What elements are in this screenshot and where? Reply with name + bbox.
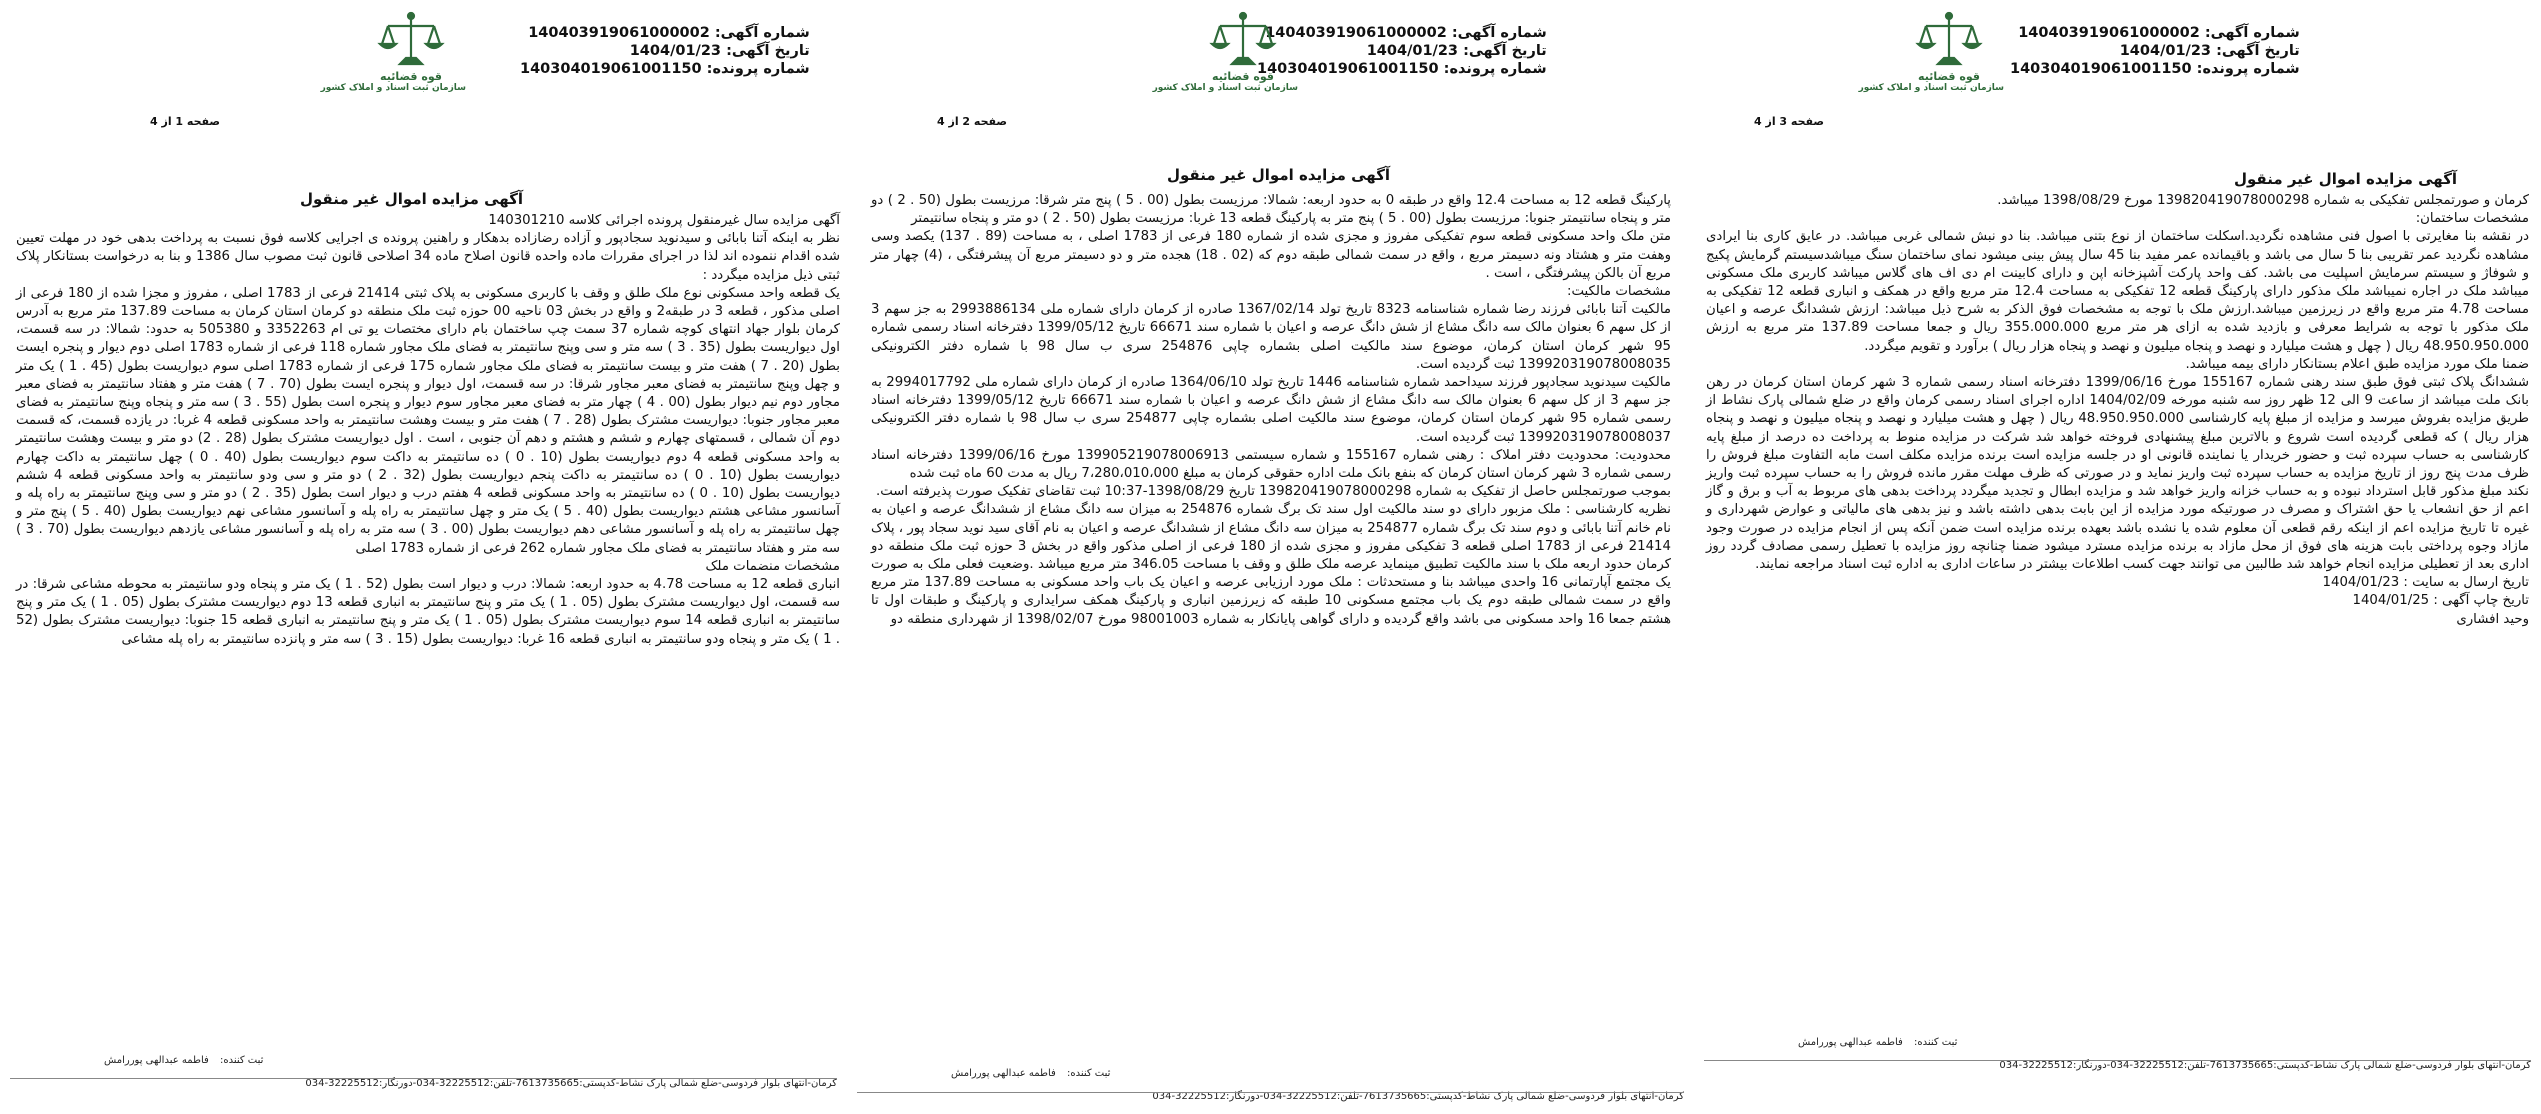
signer-label: ثبت کننده: (1066, 1068, 1111, 1079)
body-paragraph: بموجب صورتمجلس حاصل از تفکیک به شماره 139820419078000298 تاریخ 1398/08/29-10:37 ثبت تقاضای تفکیک صورت پذیرفته است. (875, 484, 1671, 500)
send-date: تاریخ ارسال به سایت : 1404/01/23 (2322, 575, 2529, 591)
file-number: شماره پرونده: 140304019061001150 (520, 61, 810, 77)
official-name: وحید افشاری (2456, 611, 2529, 627)
signer-label: ثبت کننده: (1913, 1037, 1958, 1048)
page-number: صفحه 2 از 4 (937, 115, 1008, 128)
signer-name: فاطمه عبدالهی پوررامش (951, 1068, 1056, 1079)
body-paragraph: در نقشه بنا مغایرتی با اصول فنی مشاهده نگردید.اسکلت ساختمان از نوع بتنی میباشد. بنا دو نبش شمالی غربی میباشد. در عایق کاری بنا ایرادی مشاهده نگردید عمر تقریبی بنا 5 سال می باشد و باقیمانده عمر مفید بنا 45 سال پیش بینی میشود نمای ساختمان سنگ میباشدسیستم گرمایش پکیج و شوفاژ و سیستم سرمایش اسپلیت می باشد. کف واحد پارکت آشپزخانه اپن و دارای کابینت ام دی اف های گلاس میباشد کاربری ملک مسکونی میباشد ملک در اجاره نمیباشد ملک مذکور دارای پارکینگ قطعه 12 تفکیکی به مساحت 12.4 متر مربع واقع در همکف و انباری قطعه 12 تفکیکی به مساحت 4.78 متر مربع واقع در زیرزمین میباشد.ارزش ملک با توجه به مشخصات فوق الذکر به شرح ذیل میباشد: ارزش ششدانگ عرصه و اعیان ملک مذکور با توجه به شرایط معرفی و بازدید شده به ازای هر متر مربع 355.000.000 ریال و جمعا مساحت 137.89 متر مربع به ارزش 48.950.950.000 ریال ( چهل و هشت میلیارد و نهصد و پنجاه میلیون و نهصد و پنجاه هزار ریال ) برآورد و تقویم میگردد. (1706, 229, 2529, 354)
emblem-org-name: سازمان ثبت اسناد و املاک کشور (1152, 83, 1298, 93)
emblem-top-text: قوه قضائیه (1918, 70, 1980, 83)
ad-number: شماره آگهی: 140403919061000002 (2018, 25, 2300, 41)
body-paragraph: کرمان و صورتمجلس تفکیکی به شماره 139820419078000298 مورخ 1398/08/29 میباشد. (1997, 193, 2529, 208)
print-date: تاریخ چاپ آگهی : 1404/01/25 (2352, 593, 2529, 609)
signer-name: فاطمه عبدالهی پوررامش (1798, 1037, 1903, 1048)
page-footer (1704, 1036, 2531, 1072)
page-footer (857, 1067, 1684, 1103)
announcement-meta (2010, 24, 2300, 78)
page-footer (10, 1054, 837, 1090)
scales-of-justice-icon (1914, 10, 1984, 70)
announcement-page-2 (847, 0, 1694, 1114)
office-address: کرمان-انتهای بلوار فردوسی-ضلع شمالی پارک نشاط-کدپستی:7613735665-تلفن:32225512-034-دورنگار:32225512-034 (305, 1078, 837, 1089)
announcement-body (871, 192, 1671, 629)
emblem-org-name: سازمان ثبت اسناد و املاک کشور (1858, 83, 2004, 93)
body-paragraph: ششدانگ پلاک ثبتی فوق طبق سند رهنی شماره 155167 مورخ 1399/06/16 دفترخانه اسناد رسمی شماره 3 شهر کرمان استان کرمان در رهن بانک ملت میباشد از ساعت 9 الی 12 ظهر روز سه شنبه مورخه 1404/02/09 اداره اجرای اسناد رسمی کرمان واقع در ضلع شمالی پارک نشاط از طریق مزایده بفروش میرسد و مزایده از مبلغ پایه کارشناسی 48.950.950.000 ریال ( چهل و هشت میلیارد و نهصد و پنجاه میلیون و نهصد و پنجاه هزار ریال ) که قطعی گردیده است شروع و بالاترین مبلغ پیشنهادی فروخته خواهد شد شرکت در مزایده منوط به پرداخت ده درصد از مبلغ پایه کارشناسی به حساب سپرده ثبت و حضور خریدار یا نماینده قانونی او در جلسه مزایده است برنده مزایده مکلف است مابه التفاوت مبلغ فروش را ظرف مدت پنج روز از تاریخ مزایده به حساب سپرده ثبت واریز نماید و در صورتی که ظرف مهلت مقرر مانده فروش را به حساب سپرده ثبت واریز نکند مبلغ مذکور قابل استرداد نبوده و به حساب خزانه واریز خواهد شد و مزایده ابطال و تجدید میگردد پرداخت بدهی های مربوط به آب و برق و گاز اعم از حق انشعاب یا حق اشتراک و مصرف در صورتیکه مورد مزایده از این بابت بدهی داشته باشد و نیز بدهی های مالیاتی و عوارض شهرداری و غیره تا تاریخ مزایده اعم از اینکه رقم قطعی آن معلوم شده یا نشده باشد بعهده برنده مزایده است ضمن آنکه پس از انجام مزایده در صورت وجود مازاد وجوه پرداختی بابت هزینه های فوق از محل مازاد به برنده مزایده مسترد میشود ضمنا چنانچه روز مزایده با تعطیل رسمی مصادف گردد روز اداری بعد از تعطیلی مزایده انجام خواهد شد طالبین می توانند جهت کسب اطلاعات بیشتر در ساعات اداری به اداره ثبت اسناد مراجعه نمایند. (1706, 375, 2530, 573)
scales-of-justice-icon (1208, 10, 1278, 70)
office-address: کرمان-انتهای بلوار فردوسی-ضلع شمالی پارک نشاط-کدپستی:7613735665-تلفن:32225512-034-دورنگار:32225512-034 (1152, 1091, 1684, 1102)
announcement-page-3 (1694, 0, 2541, 1114)
page-number: صفحه 1 از 4 (150, 115, 221, 128)
ad-date: تاریخ آگهی: 1404/01/23 (2119, 43, 2300, 59)
scales-of-justice-icon (376, 10, 446, 70)
signer-line (857, 1067, 1684, 1080)
judiciary-emblem (1152, 10, 1298, 108)
body-paragraph: پارکینگ قطعه 12 به مساحت 12.4 واقع در طبقه 0 به حدود اربعه: شمالا: مرزیست بطول (00 . 5 ) پنج متر شرقا: مرزیست بطول (50 . 2 ) دو متر و پنجاه سانتیمتر جنوبا: مرزیست بطول (00 . 5 ) پنج متر به پارکینگ قطعه 13 غربا: مرزیست بطول (50 . 2 ) دو متر و پنجاه سانتیمتر (871, 193, 1671, 227)
footer-divider (10, 1078, 837, 1079)
body-paragraph: انباری قطعه 12 به مساحت 4.78 به حدود اربعه: شمالا: درب و دیوار است بطول (52 . 1 ) یک متر و پنجاه ودو سانتیمتر به محوطه مشاعی شرقا: در سه قسمت، اول دیواریست مشترک بطول (05 . 1 ) یک متر و پنج سانتیمتر به انباری قطعه 13 دوم دیواریست مشترک بطول (05 . 1 ) یک متر و پنج سانتیمتر به انباری قطعه 14 سوم دیواریست مشترک بطول (05 . 1 ) یک متر و پنج سانتیمتر به انباری قطعه 15 جنوبا: دیواریست مشترک بطول (52 . 1 ) یک متر و پنجاه ودو سانتیمتر به انباری قطعه 16 غربا: دیواریست بطول (15 . 3 ) سه متر و پانزده سانتیمتر به راه پله مشاعی (16, 577, 841, 647)
footer-divider (1704, 1060, 2531, 1061)
body-paragraph: مشخصات ساختمان: (2415, 211, 2529, 227)
body-paragraph: متن ملک واحد مسکونی قطعه سوم تفکیکی مفروز و مجزی شده از شماره 180 فرعی از 1783 اصلی ، به مساحت (89 . 137) یکصد وسی وهفت متر و هشتاد ونه دسیمتر مربع ، واقع در سمت شمالی طبقه دوم که (02 . 18) هجده متر و دو دسیمتر مربع آن پیشرفتگی ، (4) چهار متر مربع آن بالکن پیشرفتگی ، است . (871, 229, 1671, 281)
body-paragraph: مالکیت سیدنوید سجادپور فرزند سیداحمد شماره شناسنامه 1446 تاریخ تولد 1364/06/10 صادره از کرمان دارای شماره ملی 2994017792 به جز سهم 3 از کل سهم 6 بعنوان مالک سه دانگ مشاع از شش دانگ عرصه و اعیان با شماره سند 66671 تاریخ 1399/05/12 دفترخانه اسناد رسمی شماره 95 شهر کرمان استان کرمان، موضوع سند مالکیت اصلی بشماره چاپی 254877 سری ب سال 98 با شماره دفتر الکترونیکی 139920319078008037 ثبت گردیده است. (871, 375, 1671, 445)
body-paragraph: مشخصات منضمات ملک (705, 558, 840, 574)
signer-line (1704, 1036, 2531, 1049)
body-paragraph: یک قطعه واحد مسکونی نوع ملک طلق و وقف با کاربری مسکونی به پلاک ثبتی 21414 فرعی از 1783 اصلی ، مفروز و مجزا شده از 180 فرعی از اصلی مذکور ، قطعه 3 در طبقه2 و واقع در بخش 03 ناحیه 00 حوزه ثبت ملک منطقه دو کرمان استان کرمان به مساحت 137.89 متر مربع به آدرس کرمان بلوار جهاد انتهای کوچه شماره 37 سمت چپ ساختمان بام دارای مختصات یو تی ام 3352263 و 505380 به حدود: شمالا: در سه قسمت، اول دیواریست بطول (35 . 3 ) سه متر و سی وپنج سانتیمتر به فضای ملک مجاور شماره 118 فرعی از شماره 1783 اصلی دوم دیوار و پنجره ایست بطول (20 . 7 ) هفت متر و بیست سانتیمتر به فضای ملک مجاور شماره 175 فرعی از شماره 1783 اصلی سوم دیواریست بطول (45 . 1 ) یک متر و چهل وپنج سانتیمتر به فضای معبر مجاور شرقا: در سه قسمت، اول دیوار و پنجره ایست بطول (70 . 7 ) هفت متر و هفتاد سانتیمتر به فضای معبر مجاور دوم نیم دیوار بطول (00 . 4 ) چهار متر به فضای معبر مجاور سوم دیوار و پنجره است بطول (55 . 3 ) سه متر و پنجاه وپنج سانتیمتر به فضای معبر مجاور جنوبا: دیواریست مشترک بطول (28 . 7 ) هفت متر و بیست وهشت سانتیمتر به واحد مسکونی قطعه 4 غربا: در یازده قسمت، که قسمت دوم آن شمالی ، قسمتهای چهارم و ششم و هشتم و دهم آن جنوبی ، است . اول دیواریست مشترک بطول (28 . 2) دو متر و بیست وهشت سانتیمتر به واحد مسکونی قطعه 4 دوم دیواریست بطول (10 . 0 ) ده سانتیمتر به داکت سوم دیواریست بطول (40 . 0 ) چهل سانتیمتر به داکت چهارم دیواریست بطول (10 . 0 ) ده سانتیمتر به داکت پنجم دیواریست بطول (32 . 2 ) دو متر و سی ودو سانتیمتر به واحد مسکونی قطعه 4 ششم دیواریست بطول (10 . 0 ) ده سانتیمتر به واحد مسکونی قطعه 4 هفتم درب و دیوار است بطول (35 . 2 ) دو متر و سی وپنج سانتیمتر به راه پله و آسانسور مشاعی هشتم دیواریست بطول (40 . 5 ) یک متر و چهل سانتیمتر به راه پله و آسانسور مشاعی نهم دیواریست بطول (40 . 5 ) پنج متر و چهل سانتیمتر به راه پله و آسانسور مشاعی دهم دیواریست بطول (00 . 3 ) سه متر به راه پله و آسانسور مشاعی یازدهم دیواریست بطول (70 . 3 ) سه متر و هفتاد سانتیمتر به فضای ملک مجاور شماره 262 فرعی از شماره 1783 اصلی (16, 285, 841, 556)
announcement-page-1 (0, 0, 847, 1114)
announcement-title: آگهی مزایده اموال غیر منقول (2234, 170, 2458, 188)
ad-date: تاریخ آگهی: 1404/01/23 (1366, 43, 1547, 59)
judiciary-emblem (1858, 10, 2004, 108)
body-paragraph: مالکیت آتنا بابائی فرزند رضا شماره شناسنامه 8323 تاریخ تولد 1367/02/14 صادره از کرمان دارای شماره ملی 2993886134 به جز سهم 3 از کل سهم 6 بعنوان مالک سه دانگ مشاع از شش دانگ عرصه و اعیان با شماره سند 66671 تاریخ 1399/05/12 دفترخانه اسناد رسمی شماره 95 شهر کرمان استان کرمان، موضوع سند مالکیت اصلی بشماره چاپی 254876 سری ب سال 98 با شماره دفتر الکترونیکی 139920319078008035 ثبت گردیده است. (871, 302, 1672, 372)
ad-date: تاریخ آگهی: 1404/01/23 (629, 43, 810, 59)
body-paragraph: آگهی مزایده سال غیرمنقول پرونده اجرائی کلاسه 140301210 (488, 213, 840, 228)
body-paragraph: نظریه کارشناسی : ملک مزبور دارای دو سند مالکیت اول سند تک برگ شماره 254876 به میزان سه دانگ مشاع از ششدانگ عرصه و اعیان به نام خانم آتنا بابائی و دوم سند تک برگ شماره 254877 به میزان سه دانگ مشاع از ششدانگ عرصه و اعیان به نام آقای سید نوید سجاد پور ، پلاک 21414 فرعی از 1783 اصلی قطعه 3 تفکیکی مفروز و مجزی شده از 180 فرعی از اصلی مذکور واقع در بخش 3 حوزه ثبت ملک منطقه دو کرمان حدود اربعه ملک با سند مالکیت تطبیق مینماید عرصه ملک طلق و وقف با مساحت 346.05 متر مربع میباشد .وضعیت فعلی ملک به صورت یک مجتمع آپارتمانی 16 واحدی میباشد بنا و مستحدثات : ملک مورد ارزیابی عرصه و اعیان یک باب واحد مسکونی به مساحت 137.89 متر مربع واقع در سمت شمالی طبقه دوم یک باب مجتمع مسکونی 10 طبقه که زیرزمین انباری و پارکینگ همکف سرایداری و پارکینگ و طبقات اول تا هشتم جمعا 16 واحد مسکونی می باشد واقع گردیده و دارای گواهی پایانکار به شماره 98001003 مورخ 1398/02/07 از شهرداری منطقه دو (871, 502, 1672, 627)
body-paragraph: محدودیت: محدودیت دفتر املاک : رهنی شماره 155167 و شماره سیستمی 139905219078006913 مورخ 1399/06/16 دفترخانه اسناد رسمی شماره 3 شهر کرمان استان کرمان که بنفع بانک ملت اداره حقوقی کرمان به مبلغ 7،280،010،000 ریال به مدت 60 ماه ثبت شده (871, 447, 1671, 482)
file-number: شماره پرونده: 140304019061001150 (2010, 61, 2300, 77)
announcement-body (1706, 192, 2529, 629)
announcement-body (16, 212, 840, 649)
signer-line (10, 1054, 837, 1067)
announcement-title: آگهی مزایده اموال غیر منقول (1167, 166, 1391, 184)
judiciary-emblem (320, 10, 466, 108)
emblem-top-text: قوه قضائیه (1212, 70, 1274, 83)
announcement-title: آگهی مزایده اموال غیر منقول (300, 190, 524, 208)
page-number: صفحه 3 از 4 (1754, 115, 1825, 128)
announcement-meta (1257, 24, 1547, 78)
ad-number: شماره آگهی: 140403919061000002 (1265, 25, 1547, 41)
emblem-top-text: قوه قضائیه (380, 70, 442, 83)
emblem-org-name: سازمان ثبت اسناد و املاک کشور (320, 83, 466, 93)
signer-name: فاطمه عبدالهی پوررامش (104, 1055, 209, 1066)
signer-label: ثبت کننده: (219, 1055, 264, 1066)
body-paragraph: نظر به اینکه آتنا بابائی و سیدنوید سجادپور و آزاده رضازاده بدهکار و راهنین پرونده ی اجرایی کلاسه فوق نسبت به پرداخت بدهی خود در مهلت تعیین شده اقدام ننموده اند لذا در اجرای مقررات ماده واحده قانون اصلاح ماده 34 اصلاحی قانون ثبت مصوب سال 1386 و بنا به درخواست بستانکار پلاک ثبتی ذیل مزایده میگردد : (16, 231, 840, 283)
file-number: شماره پرونده: 140304019061001150 (1257, 61, 1547, 77)
announcement-meta (520, 24, 810, 78)
ad-number: شماره آگهی: 140403919061000002 (528, 25, 810, 41)
body-paragraph: مشخصات مالکیت: (1566, 284, 1671, 300)
footer-divider (857, 1092, 1684, 1093)
office-address: کرمان-انتهای بلوار فردوسی-ضلع شمالی پارک نشاط-کدپستی:7613735665-تلفن:32225512-034-دورنگار:32225512-034 (1999, 1060, 2531, 1071)
body-paragraph: ضمنا ملک مورد مزایده طبق اعلام بستانکار دارای بیمه میباشد. (2185, 356, 2529, 372)
